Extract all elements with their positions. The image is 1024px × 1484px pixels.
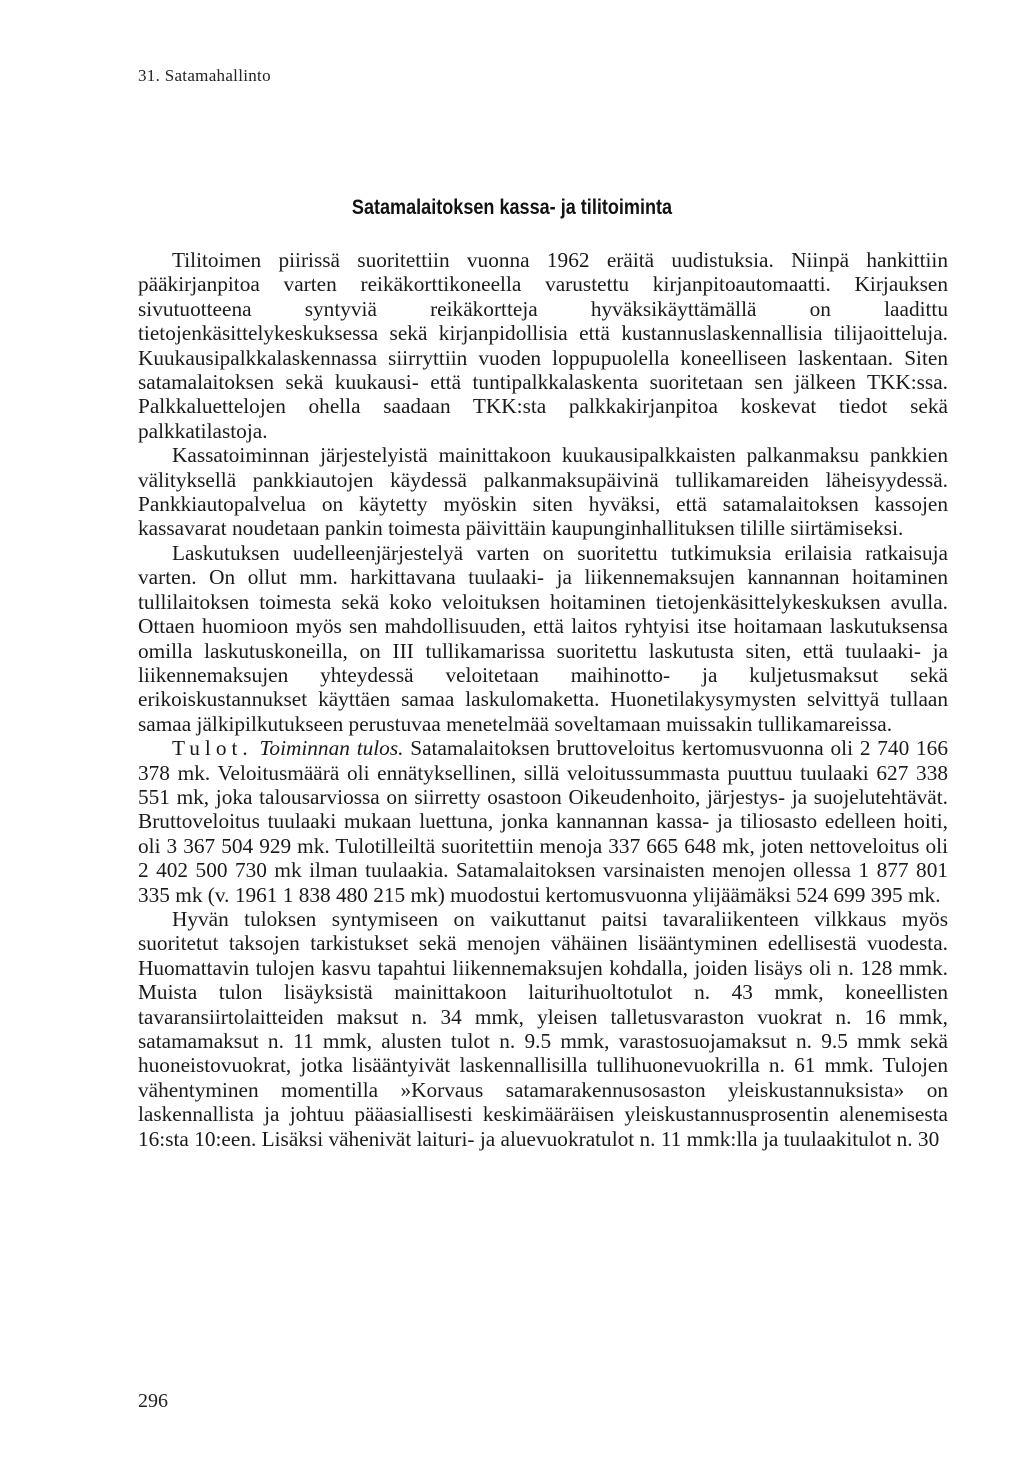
- paragraph-lead-spaced: Tulot.: [172, 736, 253, 761]
- paragraph-lead-italic: Toiminnan tulos.: [259, 736, 404, 761]
- body-text: [138, 248, 948, 1151]
- page-number: 296: [138, 1390, 168, 1412]
- section-title: Satamalaitoksen kassa- ja tilitoiminta: [351, 196, 673, 219]
- paragraph-tulot: [138, 736, 948, 907]
- paragraph-kassatoiminta: Kassatoiminnan järjestelyistä mainittakoon kuukausipalkkaisten palkanmaksu pankkien välityksellä pankkiautojen käydessä palkanmaksupäivinä tullikamareiden läheisyydessä. Pankkiautopalvelua on käytetty myöskin siten hyväksi, että satamalaitoksen kassojen kassavarat noudetaan pankin toimesta päivittäin kaupunginhallituksen tilille siirtämiseksi.: [138, 443, 948, 541]
- running-head: 31. Satamahallinto: [138, 66, 271, 85]
- paragraph-tulot-text: Satamalaitoksen bruttoveloitus kertomusvuonna oli 2 740 166 378 mk. Veloitusmäärä oli ennätyksellinen, sillä veloitussummasta puuttuu tuulaaki 627 338 551 mk, joka talousarviossa on siirretty osastoon Oikeudenhoito, järjestys- ja suojelutehtävät. Bruttoveloitus tuulaaki mukaan luettuna, jonka kannannan kassa- ja tiliosasto edelleen hoiti, oli 3 367 504 929 mk. Tulotilleiltä suoritettiin menoja 337 665 648 mk, joten nettoveloitus oli 2 402 500 730 mk ilman tuulaakia. Satamalaitoksen varsinaisten menojen ollessa 1 877 801 335 mk (v. 1961 1 838 480 215 mk) muodostui kertomusvuonna ylijäämäksi 524 699 395 mk.: [138, 736, 948, 907]
- paragraph-laskutus: Laskutuksen uudelleenjärjestelyä varten on suoritettu tutkimuksia erilaisia ratkaisuja varten. On ollut mm. harkittavana tuulaaki- ja liikennemaksujen kannannan hoitaminen tullilaitoksen toimesta sekä koko veloituksen hoitaminen tietojenkäsittelykeskuksen avulla. Ottaen huomioon myös sen mahdollisuuden, että laitos ryhtyisi itse hoitamaan laskutuksensa omilla laskutuskoneilla, on III tullikamarissa suoritettu laskutusta siten, että tuulaaki- ja liikennemaksujen yhteydessä veloitetaan maihinotto- ja kuljetusmaksut sekä erikoiskustannukset käyttäen samaa laskulomaketta. Huonetilakysymysten selvittyä tullaan samaa jälkipilkutukseen perustuvaa menetelmää soveltamaan muissakin tullikamareissa.: [138, 540, 948, 736]
- paragraph-tulos: Hyvän tuloksen syntymiseen on vaikuttanut paitsi tavaraliikenteen vilkkaus myös suoritetut taksojen tarkistukset sekä menojen vähäinen lisääntyminen edellisestä vuodesta. Huomattavin tulojen kasvu tapahtui liikennemaksujen kohdalla, joiden lisäys oli n. 128 mmk. Muista tulon lisäyksistä mainittakoon laiturihuoltotulot n. 43 mmk, koneellisten tavaransiirtolaitteiden maksut n. 34 mmk, yleisen talletusvaraston vuokrat n. 16 mmk, satamamaksut n. 11 mmk, alusten tulot n. 9.5 mmk, varastosuojamaksut n. 9.5 mmk sekä huoneistovuokrat, jotka lisääntyivät laskennallisilla tullihuonevuokrilla n. 61 mmk. Tulojen vähentyminen momentilla »Korvaus satamarakennusosaston yleiskustannuksista» on laskennallista ja johtuu pääasiallisesti keskimääräisen yleiskustannusprosentin alenemisesta 16:sta 10:een. Lisäksi vähenivät laituri- ja aluevuokratulot n. 11 mmk:lla ja tuulaakitulot n. 30: [138, 906, 948, 1151]
- paragraph-tilitoimi: Tilitoimen piirissä suoritettiin vuonna 1962 eräitä uudistuksia. Niinpä hankittiin pääkirjanpitoa varten reikäkorttikoneella varustettu kirjanpitoautomaatti. Kirjauksen sivutuotteena syntyviä reikäkortteja hyväksikäyttämällä on laadittu tietojenkäsittelykeskuksessa sekä kirjanpidollisia että kustannuslaskennallisia tilijaoitteluja. Kuukausipalkkalaskennassa siirryttiin vuoden loppupuolella koneelliseen laskentaan. Siten satamalaitoksen sekä kuukausi- että tuntipalkkalaskenta suoritetaan sen jälkeen TKK:ssa. Palkkaluettelojen ohella saadaan TKK:sta palkkakirjanpitoa koskevat tiedot sekä palkkatilastoja.: [138, 248, 948, 443]
